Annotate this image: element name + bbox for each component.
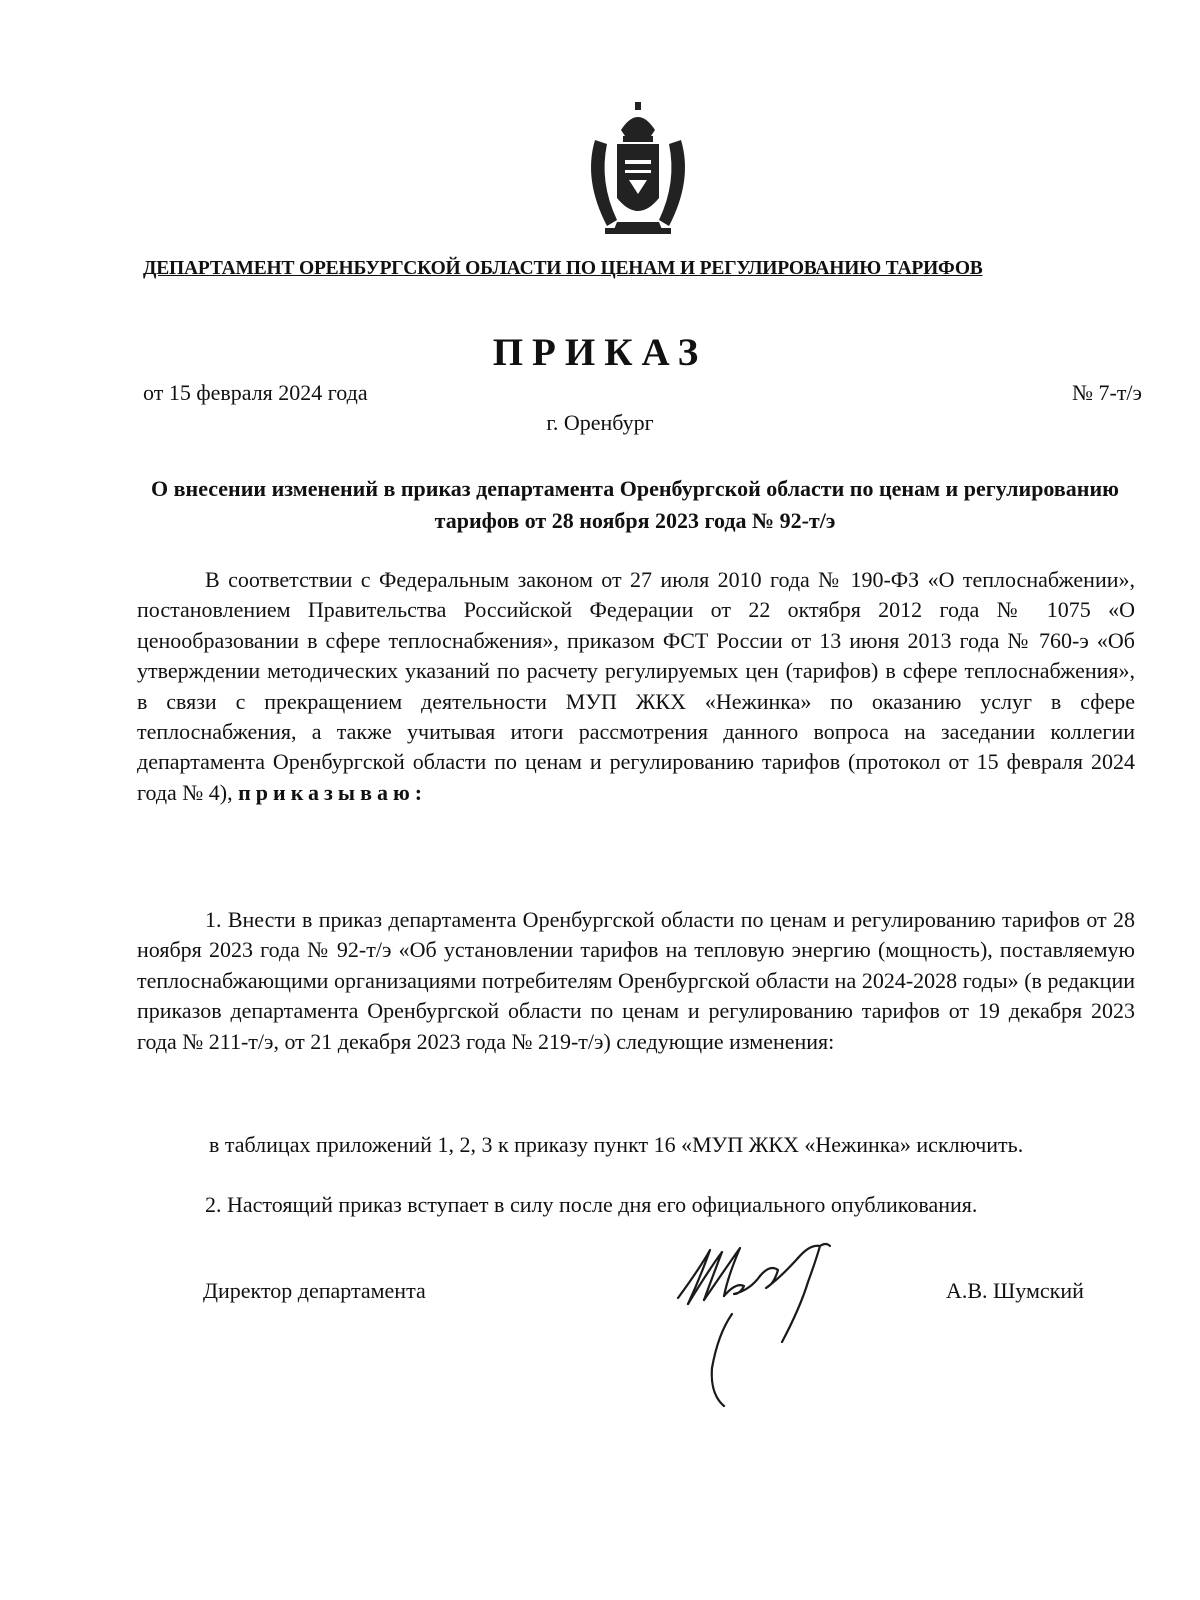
order-word: приказываю:: [238, 779, 428, 805]
order-item-1-subitem: в таблицах приложений 1, 2, 3 к приказу пункт 16 «МУП ЖКХ «Нежинка» исключить.: [209, 1132, 1024, 1157]
order-subject: О внесении изменений в приказ департамента Оренбургской области по ценам и регулированию тарифов от 28 ноября 2023 года № 92-т/э: [151, 476, 1119, 533]
department-name: ДЕПАРТАМЕНТ ОРЕНБУРГСКОЙ ОБЛАСТИ ПО ЦЕНАМ И РЕГУЛИРОВАНИЮ ТАРИФОВ: [143, 258, 983, 279]
signatory-name: А.В. Шумский: [946, 1278, 1084, 1303]
document-title: ПРИКАЗ: [492, 331, 708, 374]
signatory-role: Директор департамента: [203, 1278, 426, 1303]
handwritten-signature-icon: [670, 1238, 870, 1428]
order-city: г. Оренбург: [546, 410, 654, 435]
coat-of-arms-icon: [577, 100, 699, 240]
order-number: № 7-т/э: [1072, 380, 1142, 405]
preamble-paragraph: [137, 565, 1135, 808]
order-date: от 15 февраля 2024 года: [143, 380, 368, 405]
preamble-text: В соответствии с Федеральным законом от 27 июля 2010 года № 190-ФЗ «О теплоснабжении», постановлением Правительства Российской Федерации от 22 октября 2012 года № 1075 «О ценообразовании в сфере теплоснабжения», приказом ФСТ России от 13 июня 2013 года № 760-э «Об утверждении методических указаний по расчету регулируемых цен (тарифов) в сфере теплоснабжения», в связи с прекращением деятельности МУП ЖКХ «Нежинка» по оказанию услуг в сфере теплоснабжения, а также учитывая итоги рассмотрения данного вопроса на заседании коллегии департамента Оренбургской области по ценам и регулированию тарифов (протокол от 15 февраля 2024 года № 4),: [137, 567, 1135, 805]
order-item-2: 2. Настоящий приказ вступает в силу после дня его официального опубликования.: [205, 1192, 978, 1217]
order-item-1: 1. Внести в приказ департамента Оренбургской области по ценам и регулированию тарифов от 28 ноября 2023 года № 92-т/э «Об установлении тарифов на тепловую энергию (мощность), поставляемую теплоснабжающими организациями потребителям Оренбургской области на 2024-2028 годы» (в редакции приказов департамента Оренбургской области по ценам и регулированию тарифов от 19 декабря 2023 года № 211-т/э, от 21 декабря 2023 года № 219-т/э) следующие изменения:: [137, 907, 1135, 1054]
